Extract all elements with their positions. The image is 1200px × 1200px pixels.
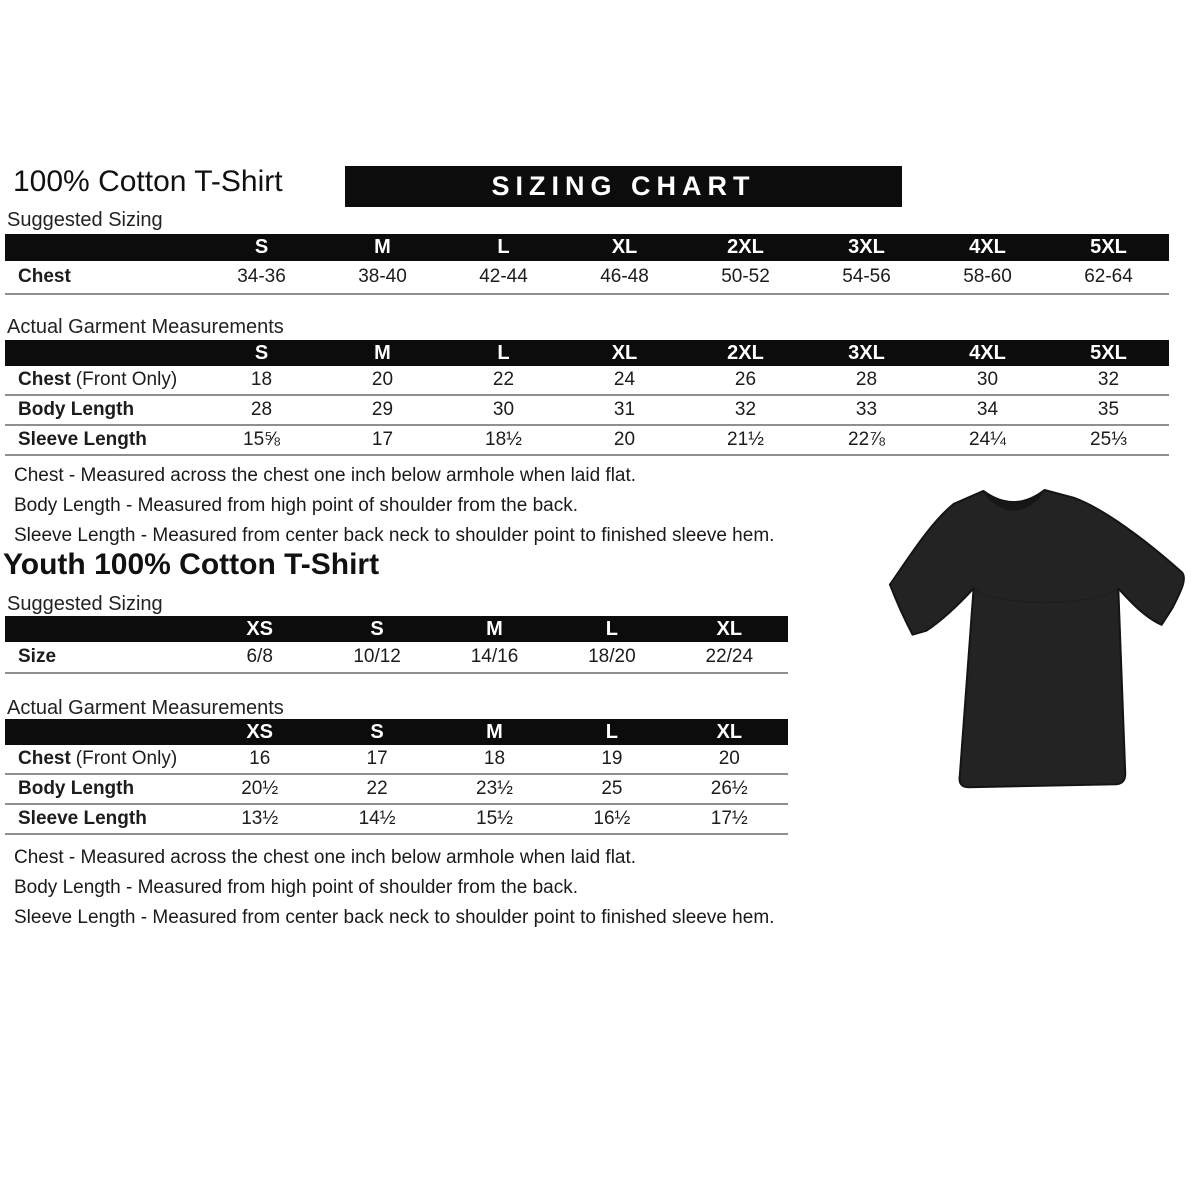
col-header: M xyxy=(486,720,503,743)
table-cell: 20 xyxy=(371,369,394,390)
table-header-row xyxy=(5,719,788,745)
table-cell: 15⅝ xyxy=(243,429,280,450)
table-cell: 22/24 xyxy=(705,646,754,667)
col-header: 4XL xyxy=(969,341,1006,364)
table-cell: 23½ xyxy=(476,778,513,799)
table-cell: 18½ xyxy=(485,429,522,450)
col-header: L xyxy=(497,341,510,364)
table-cell: 22⅞ xyxy=(848,429,885,450)
row-label-suffix: (Front Only) xyxy=(75,748,178,769)
col-header: S xyxy=(370,617,384,640)
sizing-chart-banner: SIZING CHART xyxy=(345,166,902,207)
table-cell: 14/16 xyxy=(470,646,519,667)
table-header-row xyxy=(5,234,1169,261)
table-cell: 16½ xyxy=(593,808,631,829)
row-label: Body Length xyxy=(18,778,135,799)
table-cell: 42-44 xyxy=(479,266,528,287)
row-label: Chest xyxy=(18,748,71,769)
youth-title: Youth 100% Cotton T-Shirt xyxy=(3,548,380,581)
note-line: Chest - Measured across the chest one inch below armhole when laid flat. xyxy=(14,465,637,486)
note-line: Chest - Measured across the chest one inch below armhole when laid flat. xyxy=(14,847,637,868)
table-cell: 58-60 xyxy=(963,266,1012,287)
table-cell: 10/12 xyxy=(353,646,401,667)
table-cell: 24¼ xyxy=(969,429,1006,450)
row-label: Chest xyxy=(18,266,71,287)
table-cell: 20 xyxy=(613,429,636,450)
table-cell: 25⅓ xyxy=(1090,429,1127,450)
row-label: Sleeve Length xyxy=(18,808,147,829)
table-cell: 34-36 xyxy=(237,266,286,287)
table-cell: 33 xyxy=(855,399,878,420)
adult-actual-label: Actual Garment Measurements xyxy=(7,316,284,338)
youth-actual-table xyxy=(5,719,788,835)
table-cell: 32 xyxy=(1097,369,1120,390)
col-header: XL xyxy=(716,617,743,640)
table-row xyxy=(5,745,788,775)
col-header: L xyxy=(605,617,618,640)
table-cell: 62-64 xyxy=(1084,266,1133,287)
adult-suggested-table xyxy=(5,234,1169,295)
table-cell: 35 xyxy=(1097,399,1120,420)
adult-suggested-label: Suggested Sizing xyxy=(7,209,163,231)
table-cell: 28 xyxy=(855,369,878,390)
adult-title: 100% Cotton T-Shirt xyxy=(13,165,283,198)
adult-actual-table xyxy=(5,340,1169,456)
table-row xyxy=(5,805,788,835)
table-cell: 30 xyxy=(492,399,515,420)
table-cell: 17 xyxy=(371,429,394,450)
row-label: Sleeve Length xyxy=(18,429,147,450)
table-cell: 26½ xyxy=(710,778,748,799)
table-row xyxy=(5,642,788,674)
col-header: 2XL xyxy=(727,341,764,364)
table-cell: 30 xyxy=(976,369,999,390)
table-cell: 22 xyxy=(366,778,388,799)
table-cell: 17 xyxy=(366,748,388,769)
table-cell: 54-56 xyxy=(842,266,891,287)
row-label-suffix: (Front Only) xyxy=(75,369,178,390)
col-header: 5XL xyxy=(1090,236,1127,258)
youth-suggested-table xyxy=(5,616,788,674)
table-row xyxy=(5,366,1169,396)
table-cell: 28 xyxy=(250,399,273,420)
table-cell: 15½ xyxy=(476,808,513,829)
col-header: M xyxy=(374,341,391,364)
table-cell: 17½ xyxy=(710,808,748,829)
table-cell: 14½ xyxy=(358,808,396,829)
col-header: XS xyxy=(246,720,274,743)
table-cell: 46-48 xyxy=(600,266,649,287)
table-row xyxy=(5,426,1169,456)
table-cell: 32 xyxy=(734,399,757,420)
col-header: XL xyxy=(611,341,638,364)
row-label: Body Length xyxy=(18,399,135,420)
note-line: Body Length - Measured from high point of shoulder from the back. xyxy=(14,495,578,516)
table-cell: 34 xyxy=(976,399,999,420)
col-header: M xyxy=(374,236,391,258)
table-row xyxy=(5,261,1169,295)
col-header: S xyxy=(254,236,269,258)
table-row xyxy=(5,775,788,805)
note-line: Body Length - Measured from high point of shoulder from the back. xyxy=(14,877,578,898)
table-cell: 22 xyxy=(492,369,515,390)
col-header: XL xyxy=(716,720,743,743)
table-cell: 38-40 xyxy=(358,266,407,287)
table-cell: 19 xyxy=(601,748,623,769)
note-line: Sleeve Length - Measured from center back neck to shoulder point to finished sleeve hem. xyxy=(14,907,775,928)
table-cell: 25 xyxy=(601,778,623,799)
table-cell: 20 xyxy=(718,748,740,769)
col-header: L xyxy=(497,236,510,258)
table-header-row xyxy=(5,340,1169,366)
table-cell: 50-52 xyxy=(721,266,770,287)
col-header: 3XL xyxy=(848,341,885,364)
col-header: S xyxy=(370,720,384,743)
table-cell: 21½ xyxy=(727,429,764,450)
col-header: M xyxy=(486,617,503,640)
table-cell: 26 xyxy=(734,369,757,390)
col-header: L xyxy=(605,720,618,743)
table-row xyxy=(5,396,1169,426)
table-cell: 16 xyxy=(249,748,271,769)
note-line: Sleeve Length - Measured from center back neck to shoulder point to finished sleeve hem. xyxy=(14,525,775,546)
table-cell: 24 xyxy=(613,369,636,390)
table-cell: 20½ xyxy=(241,778,279,799)
row-label: Chest xyxy=(18,369,71,390)
col-header: S xyxy=(254,341,269,364)
table-cell: 18 xyxy=(250,369,273,390)
table-cell: 13½ xyxy=(241,808,279,829)
table-cell: 29 xyxy=(371,399,394,420)
tshirt-icon xyxy=(885,478,1200,813)
col-header: XL xyxy=(611,236,638,258)
table-cell: 18 xyxy=(483,748,506,769)
table-cell: 18/20 xyxy=(588,646,636,667)
youth-actual-label: Actual Garment Measurements xyxy=(7,697,284,719)
col-header: XS xyxy=(246,617,274,640)
row-label: Size xyxy=(18,646,57,667)
youth-suggested-label: Suggested Sizing xyxy=(7,593,163,615)
col-header: 2XL xyxy=(727,236,764,258)
col-header: 4XL xyxy=(969,236,1006,258)
table-cell: 31 xyxy=(613,399,636,420)
youth-measurement-notes xyxy=(14,843,774,933)
col-header: 5XL xyxy=(1090,341,1127,364)
table-cell: 6/8 xyxy=(246,646,273,667)
black-tshirt-image xyxy=(885,478,1200,813)
col-header: 3XL xyxy=(848,236,885,258)
adult-measurement-notes xyxy=(14,461,774,551)
table-header-row xyxy=(5,616,788,642)
